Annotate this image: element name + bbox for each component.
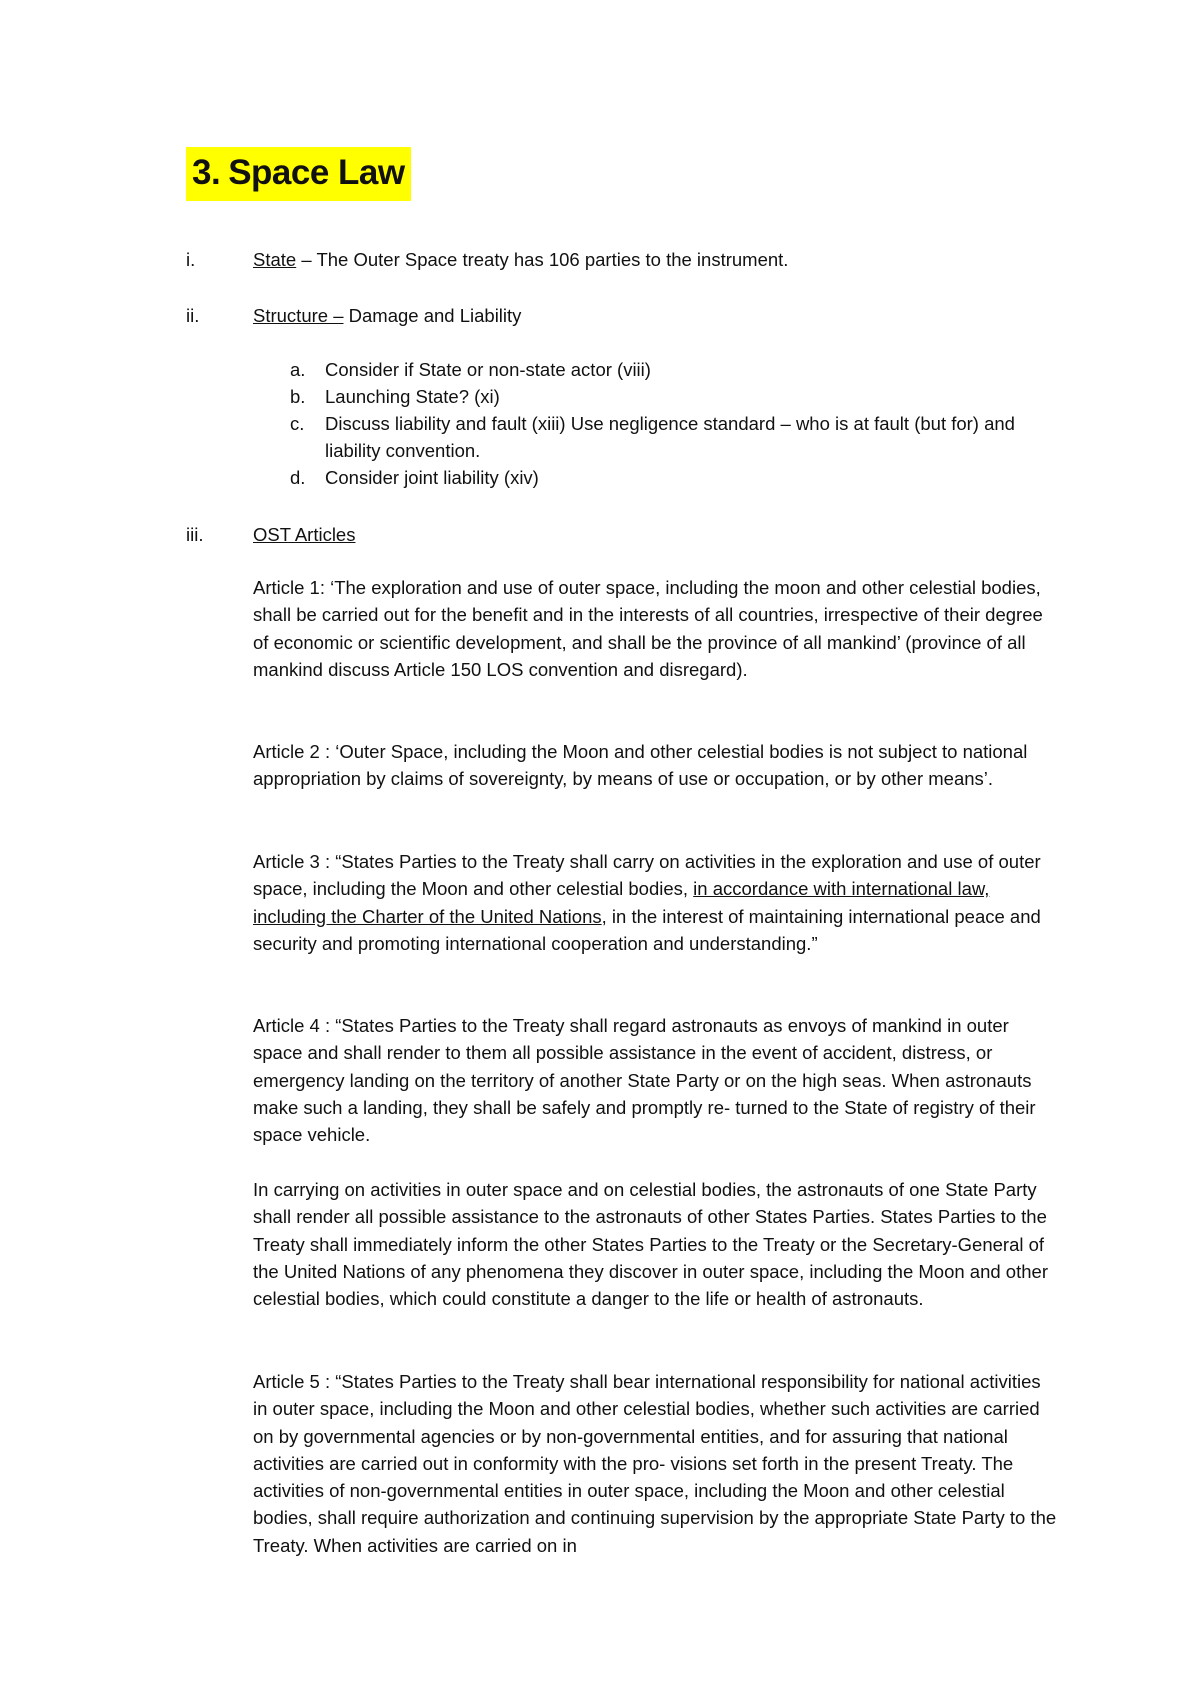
section-label: State [253,249,297,270]
section-numeral: iii. [186,524,204,545]
section-text [253,246,1053,273]
list-letter: b. [290,386,306,407]
list-letter: a. [290,359,306,380]
heading-title: Space Law [228,153,405,192]
list-item-text: Consider if State or non-state actor (viii) [325,359,651,380]
section-heading [186,147,411,201]
list-item [0,383,1055,410]
list-letter: d. [290,467,306,488]
list-item [0,410,1055,464]
section-label: OST Articles [253,524,356,545]
list-letter: c. [290,413,305,434]
section-text [253,302,1053,329]
article-4: Article 4 : “States Parties to the Treaty shall regard astronauts as envoys of mankind in outer space and shall render to them all possible assistance in the event of accident, distress, or emergency landing on the territory of another State Party or on the high seas. When astronauts make such a landing, they shall be safely and promptly re- turned to the State of registry of their space vehicle. [253,1015,1036,1146]
section-description: – The Outer Space treaty has 106 parties to the instrument. [296,249,789,270]
list-item [0,356,1055,383]
list-item-text: Consider joint liability (xiv) [325,467,539,488]
section-text [253,521,1053,548]
article-2: Article 2 : ‘Outer Space, including the Moon and other celestial bodies is not subject to national appropriation by claims of sovereignty, by means of use or occupation, or by other means’. [253,741,1028,790]
section-description: Damage and Liability [343,305,522,326]
article-3-text-end: , in the interest of maintaining international peace and security and promoting international cooperation and understanding.” [253,905,1041,954]
heading-number: 3. [192,153,221,192]
article-3 [253,848,1058,957]
list-item-text: Discuss liability and fault (xiii) Use negligence standard – who is at fault (but for) and liability convention. [325,413,1015,461]
article-3-underlined: in accordance with international law, including the Charter of the United Nations [253,878,990,927]
article-1: Article 1: ‘The exploration and use of outer space, including the moon and other celestial bodies, shall be carried out for the benefit and in the interests of all countries, irrespective of their degree of economic or scientific development, and shall be the province of all mankind’ (province of all mankind discuss Article 150 LOS convention and disregard). [253,577,1043,680]
list-item [0,464,1055,491]
structure-list [0,356,1200,491]
list-item-text: Launching State? (xi) [325,386,500,407]
section-label: Structure – [253,305,344,326]
article-5: Article 5 : “States Parties to the Treaty shall bear international responsibility for national activities in outer space, including the Moon and other celestial bodies, whether such activities are carried on by governmental agencies or by non-governmental entities, and for assuring that national activities are carried out in conformity with the pro- visions set forth in the present Treaty. The activities of non-governmental entities in outer space, including the Moon and other celestial bodies, shall require authorization and continuing supervision by the appropriate State Party to the Treaty. When activities are carried on in [253,1371,1057,1556]
section-numeral: ii. [186,305,200,326]
article-3-text: Article 3 : “States Parties to the Treaty shall carry on activities in the exploration and use of outer space, including the Moon and other celestial bodies, [253,851,1041,900]
article-4-continued: In carrying on activities in outer space and on celestial bodies, the astronauts of one State Party shall render all possible assistance to the astronauts of other States Parties. States Parties to the Treaty shall immediately inform the other States Parties to the Treaty or the Secretary-General of the United Nations of any phenomena they discover in outer space, including the Moon and other celestial bodies, which could constitute a danger to the life or health of astronauts. [253,1179,1048,1310]
section-numeral: i. [186,249,196,270]
